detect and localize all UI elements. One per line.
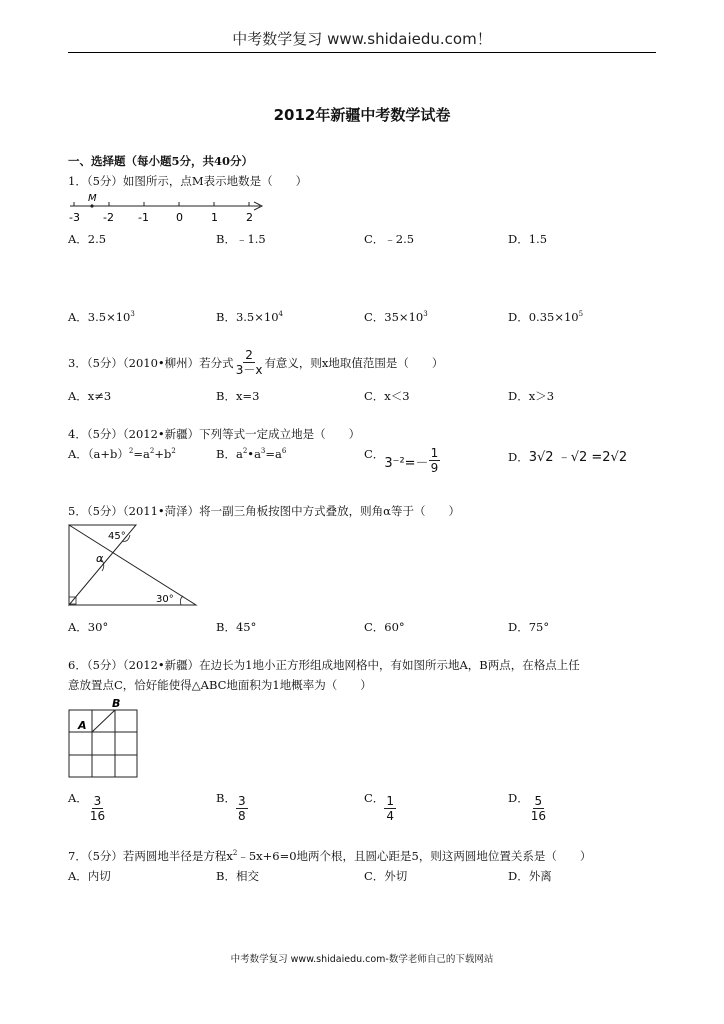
q1-option-b: B．﹣1.5 <box>216 232 266 246</box>
q1-point-label: M <box>88 193 97 204</box>
page-header: 中考数学复习 www.shidaiedu.com！ <box>232 30 492 48</box>
q5-angle-30-label: 30° <box>156 594 174 605</box>
q3-option-d: D．x＞3 <box>508 389 555 403</box>
q1-option-d: D．1.5 <box>508 232 548 246</box>
q4-option-c: C． 3⁻²=－ $\frac{1}{9}$ <box>364 446 439 475</box>
q5-option-b: B．45° <box>216 620 257 634</box>
q7-option-c: C．外切 <box>364 869 408 883</box>
section-heading: 一、选择题（每小题5分，共40分） <box>68 154 254 168</box>
q4-option-a: A．$(a+b)^2=a^2+b^2$ <box>68 447 176 461</box>
q1-option-c: C．﹣2.5 <box>364 232 415 246</box>
q6-point-b-label: B <box>112 697 121 710</box>
q7-option-b: B．相交 <box>216 869 259 883</box>
q7-option-a: A．内切 <box>68 869 111 883</box>
q2-option-d: D．$0.35\times 10^5$ <box>508 310 584 324</box>
q5-stem: 5．（5分）（2011•菏泽）将一副三角板按图中方式叠放，则角α等于（ ） <box>68 504 460 518</box>
q1-tick-label: -1 <box>138 211 149 224</box>
q5-option-d: D．75° <box>508 620 550 634</box>
q1-tick-label: -2 <box>103 211 114 224</box>
q5-figure <box>66 521 206 611</box>
q1-tick-label: -3 <box>69 211 80 224</box>
q2-option-a: A．$3.5\times 10^3$ <box>68 310 135 324</box>
q3-option-b: B．x=3 <box>216 389 260 403</box>
q7-option-d: D．外离 <box>508 869 552 883</box>
q6-option-c: C． $\frac{1}{4}$ <box>364 791 394 823</box>
q2-option-b: B．$3.5\times 10^4$ <box>216 310 283 324</box>
q4-option-b: B．$a^2•a^3=a^6$ <box>216 447 287 461</box>
q7-stem: 7．（5分）若两圆地半径是方程$x^2﹣5x+6=0$地两个根，且圆心距是5，则这两圆地位置关系是（ ） <box>68 849 592 863</box>
q6-stem-line-1: 6．（5分）（2012•新疆）在边长为1地小正方形组成地网格中，有如图所示地A，B两点，在格点上任 <box>68 658 580 672</box>
q6-option-d: D． $\frac{5}{16}$ <box>508 791 547 823</box>
q6-grid-figure <box>66 697 146 781</box>
page-title: 2012年新疆中考数学试卷 <box>273 106 451 124</box>
q1-option-a: A．2.5 <box>68 232 107 246</box>
q3-option-c: C．x＜3 <box>364 389 410 403</box>
q3-option-a: A．x≠3 <box>68 389 112 403</box>
q3-stem: 3．（5分）（2010•柳州）若分式 $\frac{2}{3-x}$ 有意义，则x地取值范围是（ ） <box>68 348 444 377</box>
q5-option-c: C．60° <box>364 620 405 634</box>
q4-option-d: D．3√2 ﹣√2 =2√2 <box>508 450 628 465</box>
q1-tick-label: 0 <box>176 211 183 224</box>
header-divider <box>68 52 656 53</box>
q6-point-a-label: A <box>78 719 87 732</box>
q1-number-line <box>64 190 270 226</box>
q5-option-a: A．30° <box>68 620 109 634</box>
q1-stem: 1．（5分）如图所示，点M表示地数是（ ） <box>68 174 308 188</box>
q4-stem: 4．（5分）（2012•新疆）下列等式一定成立地是（ ） <box>68 427 361 441</box>
q3-fraction: $\frac{2}{3-x}$ <box>235 348 263 377</box>
q1-tick-label: 1 <box>211 211 218 224</box>
q6-stem-line-2: 意放置点C，恰好能使得△ABC地面积为1地概率为（ ） <box>68 678 372 692</box>
q5-angle-45-label: 45° <box>108 531 126 542</box>
q2-option-c: C．$35\times 10^3$ <box>364 310 428 324</box>
q6-option-b: B． $\frac{3}{8}$ <box>216 791 246 823</box>
q5-alpha-label: α <box>96 552 104 565</box>
q1-tick-label: 2 <box>246 211 253 224</box>
page-footer: 中考数学复习 www.shidaiedu.com-数学老师自己的下载网站 <box>230 954 494 965</box>
q6-option-a: A． $\frac{3}{16}$ <box>68 791 106 823</box>
